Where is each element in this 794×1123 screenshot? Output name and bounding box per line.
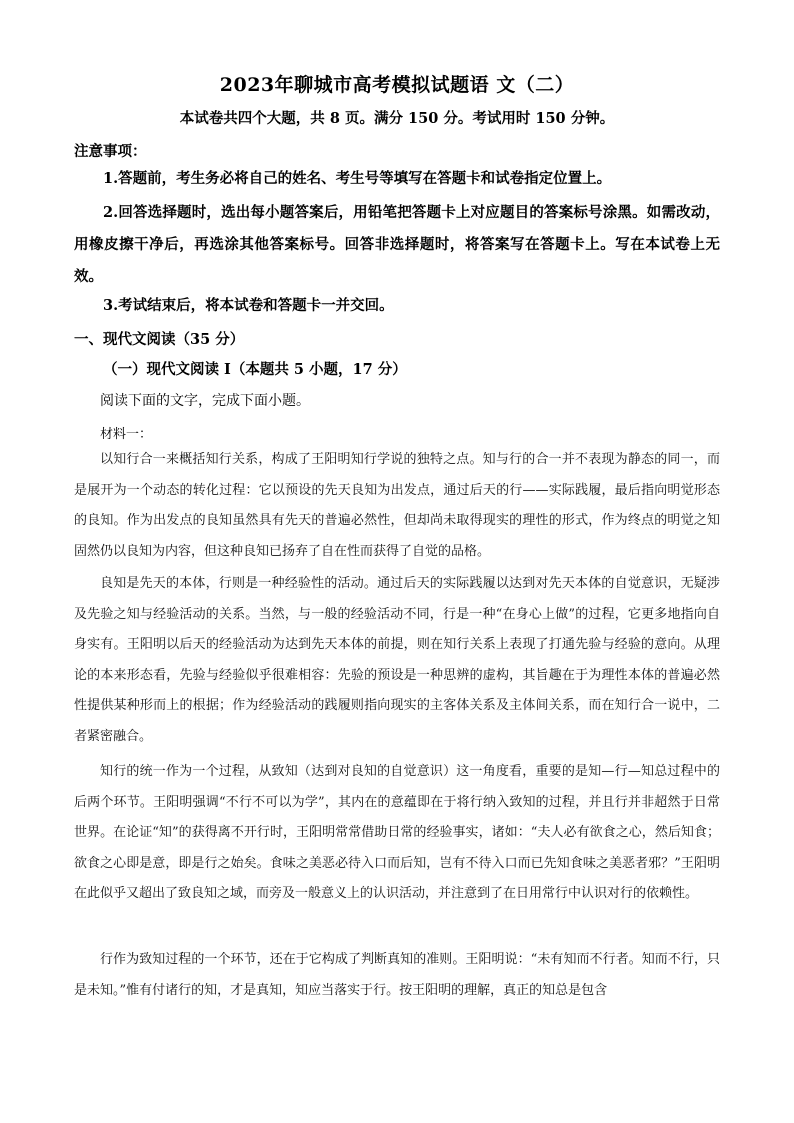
material-paragraph-1: 以知行合一来概括知行关系，构成了王阳明知行学说的独特之点。知与行的合一并不表现为静态的同一，而是展开为一个动态的转化过程：它以预设的先天良知为出发点，通过后天的行——实际践履，最后指向明觉形态的良知。作为出发点的良知虽然具有先天的普遍必然性，但却尚未取得现实的理性的形式，作为终点的明觉之知固然仍以良知为内容，但这种良知已扬弃了自在性而获得了自觉的品格。: [74, 452, 720, 559]
subsection-heading: （一）现代文阅读 I（本题共 5 小题，17 分）: [103, 361, 407, 378]
notice-item-1: 1.答题前，考生务必将自己的姓名、考生号等填写在答题卡和试卷指定位置上。: [103, 170, 612, 187]
notice-item-2: 2.回答选择题时，选出每小题答案后，用铅笔把答题卡上对应题目的答案标号涂黑。如需改动，用橡皮擦干净后，再选涂其他答案标号。回答非选择题时，将答案写在答题卡上。写在本试卷上无效。: [74, 204, 720, 285]
notice-item-3: 3.考试结束后，将本试卷和答题卡一并交回。: [103, 297, 394, 314]
exam-info: 本试卷共四个大题，共 8 页。满分 150 分。考试用时 150 分钟。: [179, 110, 615, 127]
material-paragraph-2: 良知是先天的本体，行则是一种经验性的活动。通过后天的实际践履以达到对先天本体的自觉意识，无疑涉及先验之知与经验活动的关系。当然，与一般的经验活动不同，行是一种“在身心上做”的过程，它更多地指向自身实有。王阳明以后天的经验活动为达到先天本体的前提，则在知行关系上表现了打通先验与经验的意向。从理论的本来形态看，先验与经验似乎很难相容：先验的预设是一种思辨的虚构，其旨趣在于为理性本体的普遍必然性提供某种形而上的根据；作为经验活动的践履则指向现实的主客体关系及主体间关系，而在知行合一说中，二者紧密融合。: [74, 576, 720, 744]
material-paragraph-4: 行作为致知过程的一个环节，还在于它构成了判断真知的准则。王阳明说：“未有知而不行者。知而不行，只是未知。”惟有付诸行的知，才是真知，知应当落实于行。按王阳明的理解，真正的知总是包含: [74, 952, 720, 998]
material-label: 材料一：: [100, 427, 153, 442]
material-paragraph-3: 知行的统一作为一个过程，从致知（达到对良知的自觉意识）这一角度看，重要的是知—行—知总过程中的后两个环节。王阳明强调“不行不可以为学”，其内在的意蕴即在于将行纳入致知的过程，并且行并非超然于日常世界。在论证“知”的获得离不开行时，王阳明常常借助日常的经验事实，诸如：“夫人必有欲食之心，然后知食；欲食之心即是意，即是行之始矣。食味之美恶必待入口而后知，岂有不待入口而已先知食味之美恶者邪？”王阳明在此似乎又超出了致良知之域，而旁及一般意义上的认识活动，并注意到了在日用常行中认识对行的依赖性。: [74, 764, 720, 901]
page-title: 2023年聊城市高考模拟试题语 文（二）: [219, 74, 575, 96]
notice-heading: 注意事项：: [74, 143, 147, 160]
reading-instruction: 阅读下面的文字，完成下面小题。: [100, 393, 310, 409]
section-heading: 一、现代文阅读（35 分）: [74, 331, 245, 348]
